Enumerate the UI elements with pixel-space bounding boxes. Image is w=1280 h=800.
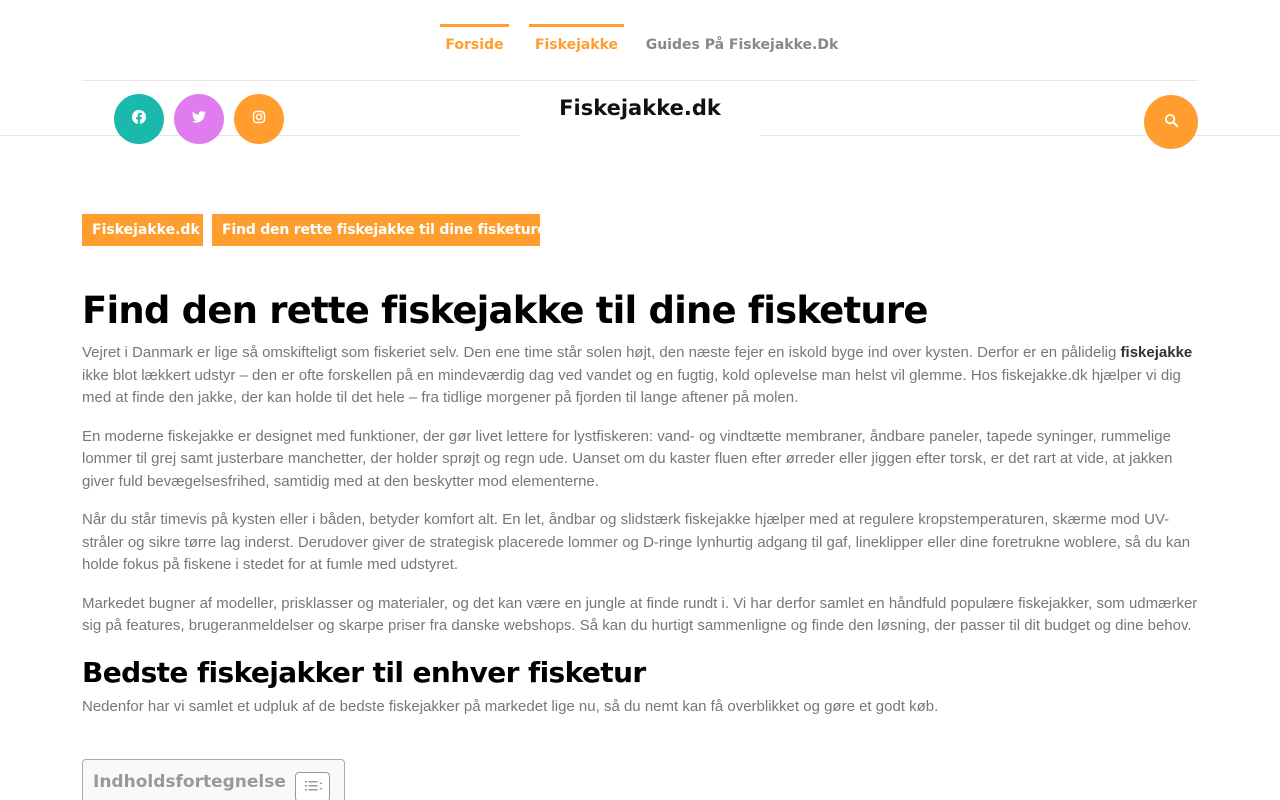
nav-item-forside[interactable]: Forside [440,24,509,64]
section-intro: Nedenfor har vi samlet et udpluk af de bedste fiskejakker på markedet lige nu, så du nemt kan få overblikket og gøre et godt køb. [82,697,939,715]
page-title: Find den rette fiskejakke til dine fisketure [82,289,928,332]
instagram-button[interactable] [234,94,284,144]
search-icon [1164,113,1179,131]
toc-toggle-button[interactable] [295,772,330,800]
facebook-icon [131,109,147,129]
paragraph-comfort: Når du står timevis på kysten eller i båden, betyder komfort alt. En let, åndbar og slidstærk fiskejakke hjælper med at regulere kropstemperaturen, skærme mod UV-stråler og sikre tørre lag inderst. Derudover giver de strategisk placerede lommer og D-ringe lynhurtig adgang til gaf, lineklipper eller dine foretrukne woblere, så du kan holde fokus på fiskene i stedet for at fumle med udstyret. [82,511,1191,573]
list-toggle-icon [302,778,324,797]
intro-paragraph [82,342,1198,410]
paragraph-features: En moderne fiskejakke er designet med funktioner, der gør livet lettere for lystfiskeren: vand- og vindtætte membraner, åndbare paneler, tapede syninger, rummelige lommer til grej samt justerbare manchetter, der holder sprøjt og regn ude. Uanset om du kaster fluen efter ørreder eller jiggen efter torsk, er det rart at vide, at jakken giver fuld bevægelsesfrihed, samtidig med at den beskytter mod elementerne. [82,427,1173,490]
twitter-button[interactable] [174,94,224,144]
nav-item-fiskejakke[interactable]: Fiskejakke [529,24,624,64]
nav-item-guides[interactable]: Guides På Fiskejakke.Dk [645,37,839,53]
section-heading: Bedste fiskejakker til enhver fisketur [82,655,646,689]
facebook-button[interactable] [114,94,164,144]
site-title[interactable]: Fiskejakke.dk [559,96,721,120]
search-button[interactable] [1144,95,1198,149]
intro-keyword: fiskejakke [1120,344,1193,361]
twitter-icon [191,109,207,129]
intro-text-start: Vejret i Danmark er lige så omskifteligt som fiskeriet selv. Den ene time står solen højt, den næste fejer en iskold byge ind over kysten. Derfor er en pålidelig [82,344,1121,361]
main-navigation [0,0,1280,80]
table-of-contents [82,759,345,800]
article-content [82,286,1198,734]
site-brand [519,81,761,137]
breadcrumb-home[interactable]: Fiskejakke.dk [82,214,203,246]
breadcrumb-current[interactable]: Find den rette fiskejakke til dine fisketure [212,214,540,246]
paragraph-market: Markedet bugner af modeller, prisklasser og materialer, og det kan være en jungle at finde rundt i. Vi har derfor samlet en håndfuld populære fiskejakker, som udmærker sig på features, brugeranmeldelser og skarpe priser fra danske webshops. Så kan du hurtigt sammenligne og finde den løsning, der passer til dit budget og dine behov. [82,594,1198,634]
intro-text-end: ikke blot lækkert udstyr – den er ofte forskellen på en mindeværdig dag ved vandet og en fugtig, kold oplevelse man helst vil glemme. Hos fiskejakke.dk hjælper vi dig med at finde den jakke, der kan holde til det hele – fra tidlige morgener på fjorden til lange aftener på molen. [82,366,1181,406]
toc-title: Indholdsfortegnelse [93,772,286,792]
instagram-icon [251,109,267,129]
